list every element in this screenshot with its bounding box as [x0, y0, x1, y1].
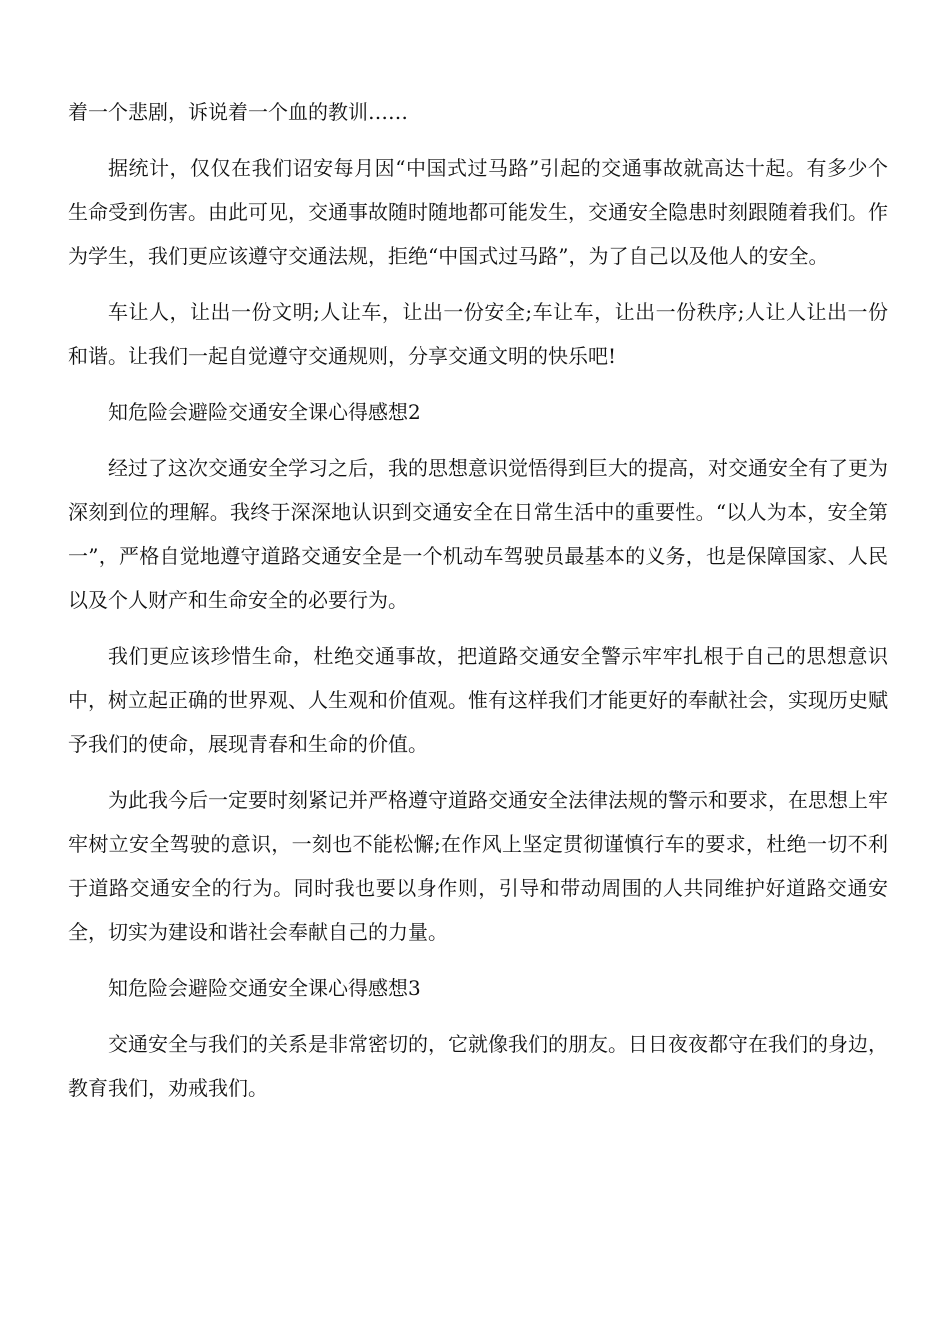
- section-heading-2: [68, 390, 888, 434]
- text-line: 据统计，仅仅在我们诏安每月因“中国式过马路”引起的交通事故就高达十起。: [108, 156, 807, 180]
- text-line: 全有了更为深刻到位的理解。我终于深深地认识到交通安全在日常生活中的重要性。: [68, 456, 888, 524]
- text-line: 围的人共同维护好道路交通安全，切实为建设和谐社会奉献自己的力量。: [68, 876, 889, 944]
- text-line: 着一个悲剧，诉说着一个血的教训……: [68, 100, 408, 124]
- paragraph-intro-tail: [68, 90, 888, 134]
- paragraph-learning: [68, 446, 888, 622]
- paragraph-statistics: [68, 146, 888, 278]
- paragraph-friend: [68, 1022, 888, 1110]
- text-line: 为了自己以及他人的安全。: [588, 244, 829, 268]
- text-line: 让出一份和谐。让我们一起自觉遵守交通规则，分享交通文明的快乐吧!: [68, 300, 889, 368]
- text-line: 车让人，让出一份文明;人让车，让出一份安全;车让车，让出一份秩序;人让人: [108, 300, 807, 324]
- document-page: [68, 90, 888, 1122]
- section-heading-3: [68, 966, 888, 1010]
- heading-text: 知危险会避险交通安全课心得感想2: [108, 400, 421, 424]
- text-line: 思想意识中，树立起正确的世界观、人生观和价值观。惟有这样我们才能更好的奉: [68, 644, 889, 712]
- text-line: 本的义务，也是保障国家、人民以及个人财产和生命安全的必要行为。: [68, 544, 889, 612]
- text-line: 经过了这次交通安全学习之后，我的思想意识觉悟得到巨大的提高，对交通安: [108, 456, 788, 480]
- text-line: 献社会，实现历史赋予我们的使命，展现青春和生命的价值。: [68, 688, 888, 756]
- paragraph-courtesy: [68, 290, 888, 378]
- text-line: 我们更应该珍惜生命，杜绝交通事故，把道路交通安全警示牢牢扎根于自己的: [108, 644, 807, 668]
- text-line: 在思想上牢牢树立安全驾驶的意识，一刻也不能松懈;在作风上坚定贯彻谨慎行车的: [68, 788, 888, 856]
- text-line: 交通安全与我们的关系是非常密切的，它就像我们的朋友。日日夜夜都守在我: [108, 1032, 788, 1056]
- text-line: 们的身边，教育我们，劝戒我们。: [68, 1032, 888, 1100]
- paragraph-cherish-life: [68, 634, 888, 766]
- text-line: “以人为本，安全第一”，严格自觉地遵守道路交通安全是一个机动车驾驶员最基: [68, 500, 888, 568]
- heading-text: 知危险会避险交通安全课心得感想3: [108, 976, 421, 1000]
- text-line: 为此我今后一定要时刻紧记并严格遵守道路交通安全法律法规的警示和要求，: [108, 788, 788, 812]
- text-line: 要求，杜绝一切不利于道路交通安全的行为。同时我也要以身作则，引导和带动周: [68, 832, 888, 900]
- text-line: 时刻跟随着我们。作为学生，我们更应该遵守交通法规，拒绝“中国式过马路”，: [68, 200, 888, 268]
- text-line: 有多少个生命受到伤害。由此可见，交通事故随时随地都可能发生，交通安全隐患: [68, 156, 888, 224]
- paragraph-commitment: [68, 778, 888, 954]
